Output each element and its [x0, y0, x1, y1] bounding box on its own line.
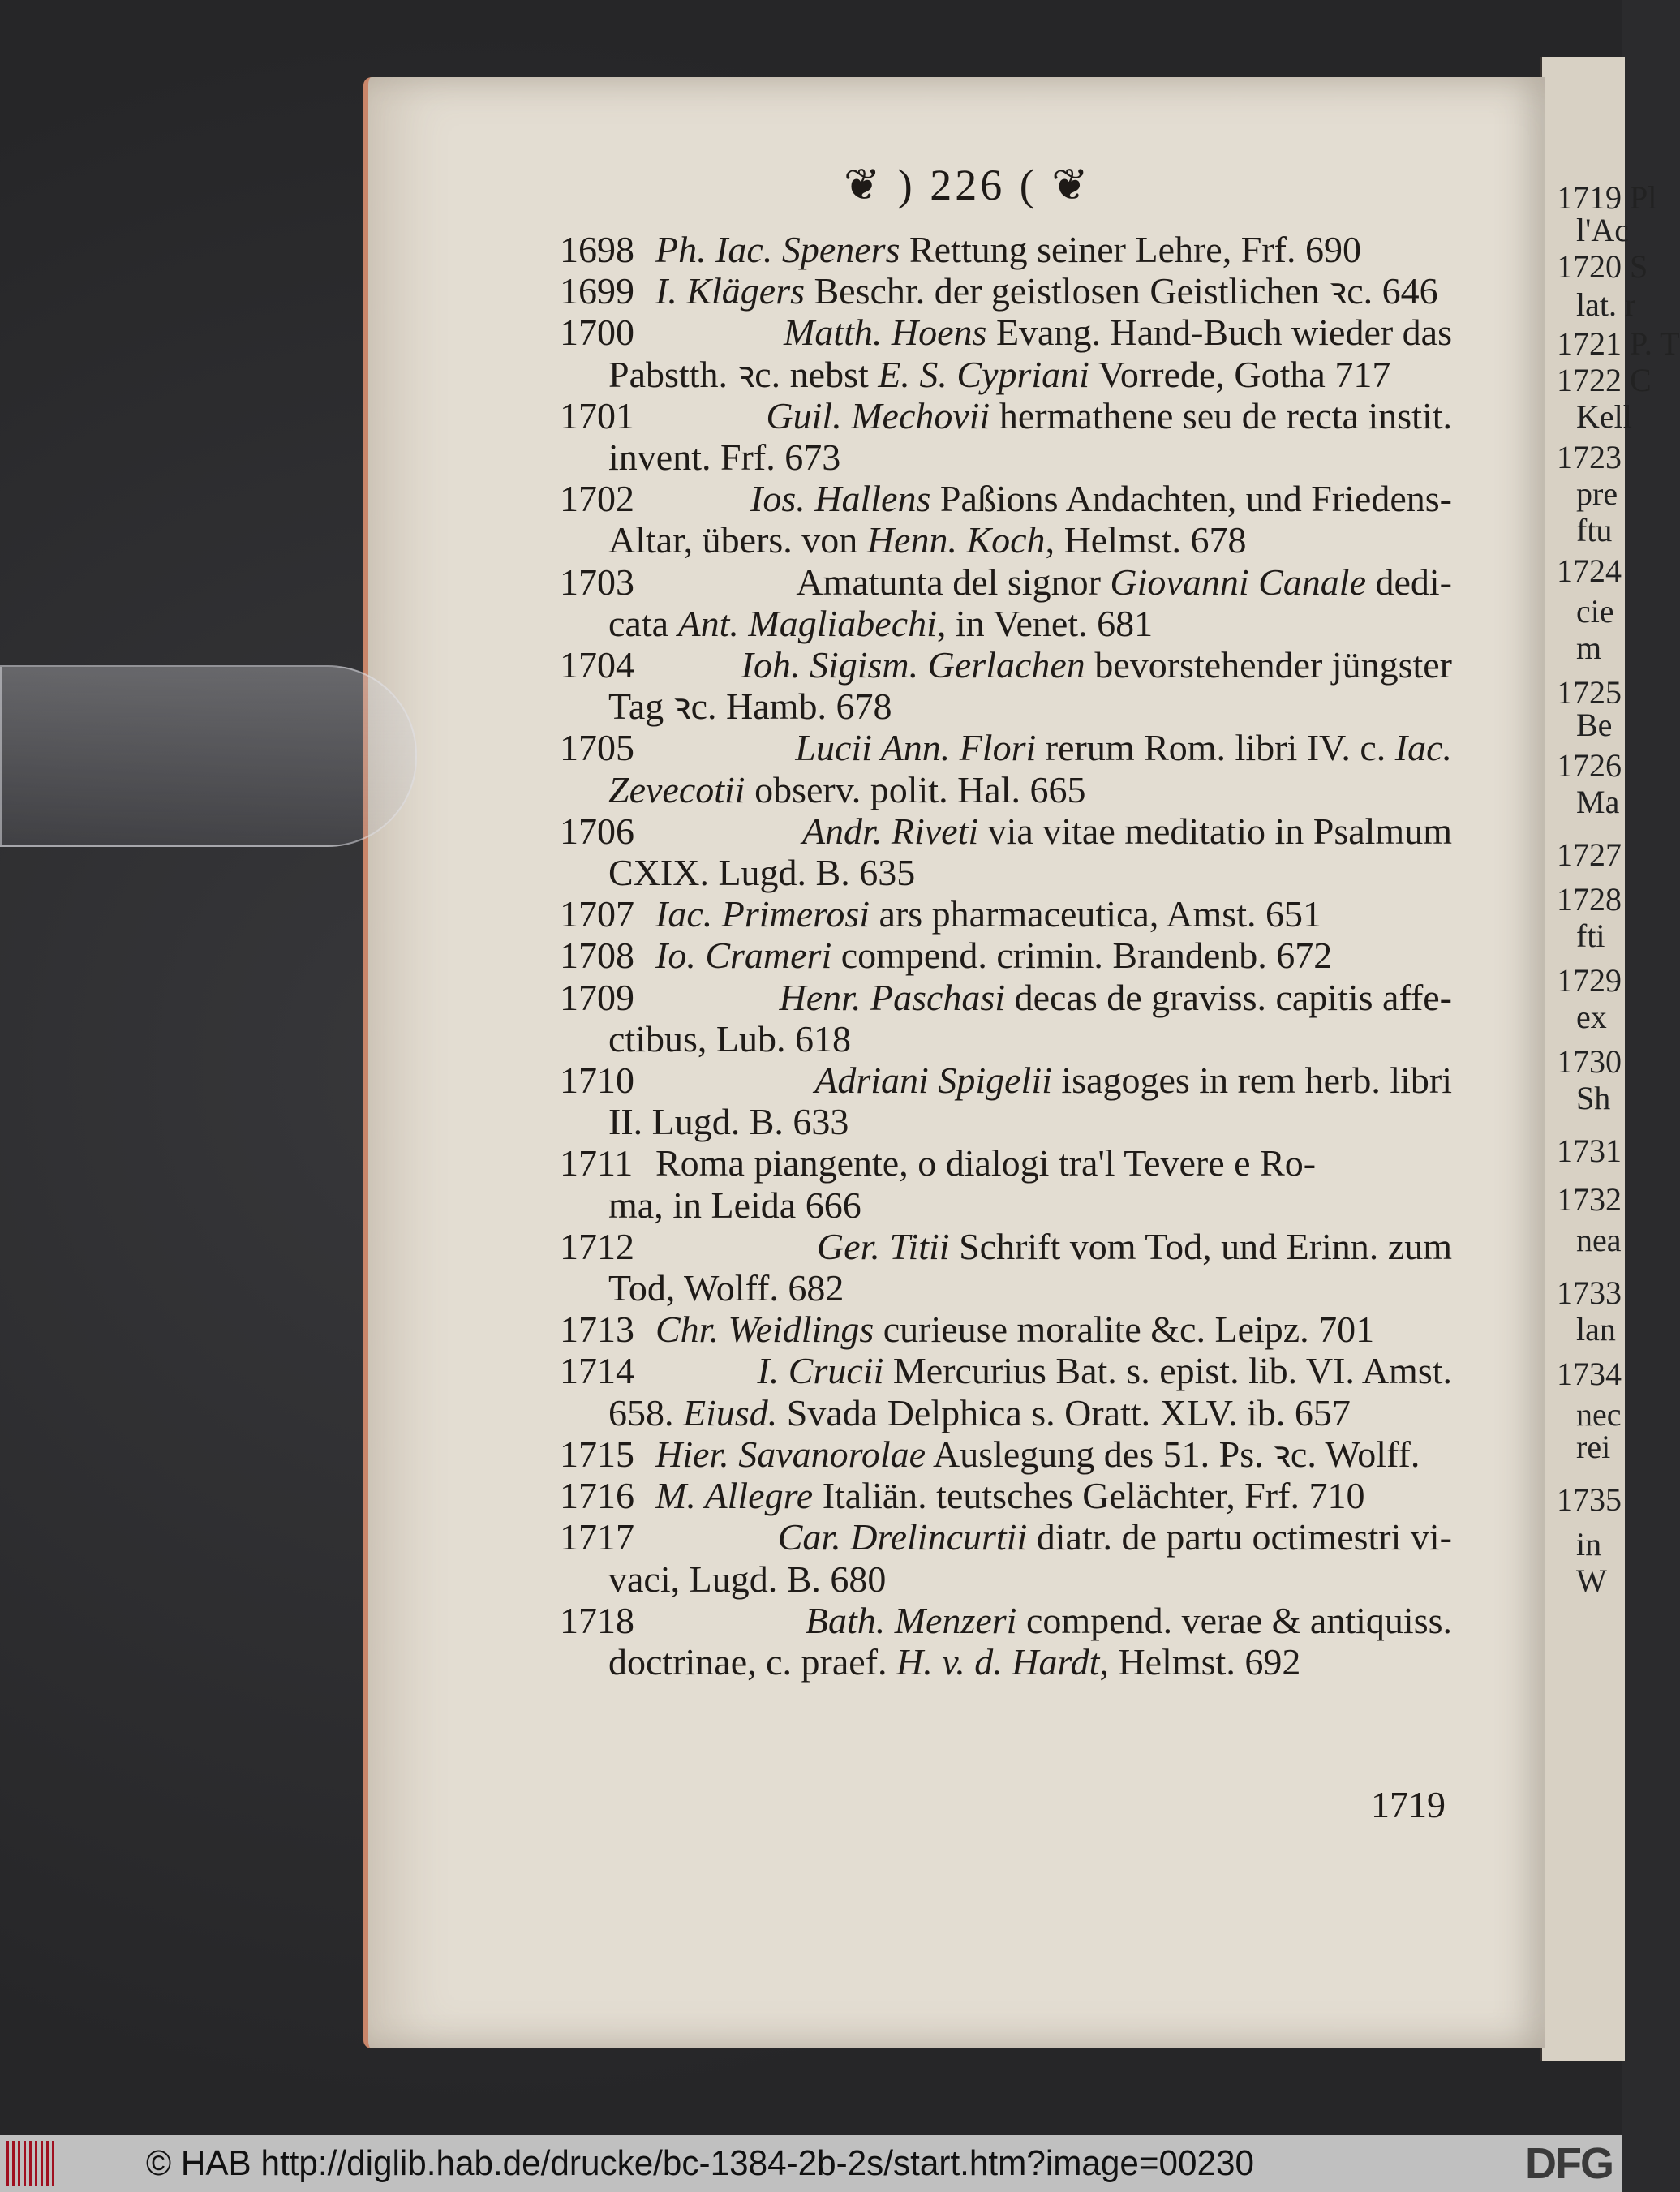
entry-line: [560, 977, 1452, 1018]
entry-year: 1702: [560, 478, 634, 520]
footer-bar: [0, 2135, 1622, 2192]
entry-line: [560, 436, 1452, 478]
entry-text: [608, 852, 915, 893]
facing-page-fragment: cie: [1576, 593, 1614, 630]
entry-year: 1706: [560, 810, 634, 852]
facing-page-fragment: lan: [1576, 1311, 1616, 1347]
entry-year: 1705: [560, 727, 634, 769]
entry-line: [560, 1101, 1452, 1142]
entry-line: [560, 1142, 1452, 1184]
entry-author: Giovanni Canale: [1110, 561, 1366, 603]
entry-title: , Helmst. 692: [1099, 1640, 1301, 1683]
facing-page-fragment: lat. r: [1576, 286, 1636, 323]
entry-line: [560, 1059, 1452, 1101]
entry-author: M. Allegre: [655, 1475, 814, 1517]
entry-year: 1701: [560, 394, 634, 436]
entry-title: cata: [608, 602, 678, 644]
entry-line: [560, 519, 1452, 561]
facing-page-fragment: 1732: [1557, 1181, 1622, 1218]
entry-text: [608, 354, 1390, 395]
page-number: ) 226 (: [897, 161, 1038, 209]
entry-line: [560, 1018, 1452, 1059]
entry-line: [560, 852, 1452, 893]
facing-page-fragment: 1722 C: [1557, 362, 1652, 398]
facing-page-fragment: Kell: [1576, 398, 1632, 435]
catalog-entry: [560, 229, 1452, 270]
facing-page-fragment: 1720 S: [1557, 248, 1648, 285]
entry-title: Svada Delphica s. Oratt. XLV. ib. 657: [777, 1391, 1351, 1433]
entry-year: 1711: [560, 1142, 634, 1184]
catalog-entry: [560, 561, 1452, 644]
entry-line: [560, 1184, 1452, 1226]
entry-title: compend. verae & antiquiss.: [1016, 1599, 1452, 1641]
entry-author: E. S. Cypriani: [878, 353, 1089, 395]
entry-title: doctrinae, c. praef.: [608, 1640, 897, 1683]
entry-text: [655, 1475, 1364, 1516]
entry-author: Ioh. Sigism. Gerlachen: [741, 644, 1085, 686]
entry-line: [560, 935, 1452, 976]
entry-title: compend. crimin. Brandenb. 672: [831, 935, 1333, 977]
facing-page-fragment: ex: [1576, 999, 1607, 1035]
entry-author: I. Klägers: [655, 270, 805, 312]
ornament-right-icon: ❦: [1051, 161, 1092, 209]
entry-text: [741, 644, 1452, 686]
catalog-entry: [560, 810, 1452, 893]
entry-year: 1703: [560, 561, 634, 603]
entry-title: Altar, übers. von: [608, 519, 867, 561]
entry-line: [560, 1392, 1452, 1433]
page-holder-tool: [0, 665, 417, 847]
catalog-entry: [560, 727, 1452, 810]
entry-line: [560, 1226, 1452, 1267]
entry-title: via vitae meditatio in Psalmum: [978, 810, 1452, 852]
entry-text: [608, 1392, 1351, 1433]
entry-title: ma, in Leida 666: [608, 1184, 861, 1226]
facing-page-fragment: 1725: [1557, 674, 1622, 711]
facing-page-fragment: Be: [1576, 707, 1613, 743]
entry-line: [560, 354, 1452, 395]
entry-year: 1717: [560, 1516, 634, 1558]
facing-page-fragment: 1730: [1557, 1043, 1622, 1080]
entry-title: , in Venet. 681: [936, 602, 1154, 644]
dfg-logo: DFG: [1525, 2139, 1613, 2188]
entry-text: [608, 686, 892, 727]
catalog-entry: [560, 1600, 1452, 1683]
entry-line: [560, 1433, 1452, 1475]
entry-author: Henr. Paschasi: [779, 976, 1006, 1018]
entry-text: [766, 395, 1452, 436]
entry-text: [608, 519, 1246, 561]
entry-text: [817, 1226, 1452, 1267]
entry-text: [608, 603, 1153, 644]
facing-page-fragment: 1726: [1557, 747, 1622, 784]
entry-author: Ph. Iac. Speners: [655, 229, 900, 270]
entry-title: curieuse moralite &c. Leipz. 701: [874, 1309, 1375, 1351]
entry-text: [780, 977, 1452, 1018]
facing-page-fragment: nec: [1576, 1396, 1622, 1433]
entry-year: 1699: [560, 270, 634, 312]
entry-year: 1716: [560, 1475, 634, 1517]
entry-text: [655, 270, 1438, 312]
entry-line: [560, 229, 1452, 270]
entry-author: Hier. Savanorolae: [655, 1433, 926, 1475]
entry-text: [608, 1558, 886, 1600]
facing-page-fragment: Ma: [1576, 784, 1620, 820]
entry-author: I. Crucii: [757, 1350, 884, 1392]
facing-page-fragment: 1728: [1557, 881, 1622, 918]
entry-text: [750, 478, 1452, 519]
entry-text: [795, 727, 1452, 768]
entry-author: Chr. Weidlings: [655, 1309, 874, 1351]
entry-author: Ios. Hallens: [750, 478, 931, 520]
entry-title: hermathene seu de recta instit.: [990, 394, 1452, 436]
entry-text: [796, 561, 1452, 603]
entry-year: 1713: [560, 1309, 634, 1351]
entry-year: 1704: [560, 644, 634, 686]
ornament-left-icon: ❦: [844, 161, 884, 209]
catalog-entry: [560, 1516, 1452, 1599]
entry-title: Italiän. teutsches Gelächter, Frf. 710: [813, 1475, 1365, 1517]
entry-text: [814, 1059, 1452, 1101]
catalog-entry: [560, 644, 1452, 727]
entry-line: [560, 478, 1452, 519]
entry-line: [560, 1516, 1452, 1558]
facing-page-fragment: W: [1576, 1562, 1607, 1599]
entry-text: [608, 1641, 1300, 1683]
entry-author: Car. Drelincurtii: [777, 1516, 1028, 1558]
entry-year: 1700: [560, 312, 634, 354]
entry-line: [560, 810, 1452, 852]
entry-title: invent. Frf. 673: [608, 436, 841, 479]
entry-year: 1709: [560, 976, 634, 1018]
facing-page-fragment: 1719 Pl: [1557, 179, 1657, 216]
entry-author: Andr. Riveti: [801, 810, 979, 852]
catalog-entries: [560, 229, 1452, 1683]
entry-author: Bath. Menzeri: [805, 1599, 1017, 1641]
facing-page-fragment: 1735: [1557, 1481, 1622, 1518]
entry-title: Rettung seiner Lehre, Frf. 690: [900, 229, 1361, 270]
entry-line: [560, 1309, 1452, 1350]
facing-page-fragment: Sh: [1576, 1080, 1611, 1116]
facing-page-fragment: 1724: [1557, 552, 1622, 589]
entry-title: Amatunta del signor: [796, 561, 1111, 603]
entry-text: [655, 1433, 1420, 1475]
entry-line: [560, 686, 1452, 727]
entry-title: ctibus, Lub. 618: [608, 1017, 851, 1059]
entry-text: [784, 312, 1452, 353]
entry-title: Roma piangente, o dialogi tra'l Tevere e Ro-: [655, 1142, 1317, 1184]
entry-text: [802, 810, 1452, 852]
entry-text: [778, 1516, 1452, 1558]
entry-text: [655, 1309, 1374, 1350]
entry-line: [560, 1600, 1452, 1641]
entry-author: Iac. Primerosi: [655, 893, 870, 935]
entry-year: 1698: [560, 229, 634, 270]
entry-author: Ger. Titii: [816, 1225, 950, 1267]
entry-title: diatr. de partu octimestri vi-: [1027, 1516, 1452, 1558]
catchword: 1719: [1371, 1784, 1446, 1825]
entry-line: [560, 561, 1452, 603]
entry-text: [655, 229, 1361, 270]
entry-text: [655, 893, 1321, 935]
catalog-entry: [560, 935, 1452, 976]
entry-text: [757, 1350, 1452, 1391]
entry-title: vaci, Lugd. B. 680: [608, 1558, 887, 1600]
entry-text: [608, 1018, 851, 1059]
facing-page-fragment: 1734: [1557, 1356, 1622, 1392]
entry-line: [560, 1350, 1452, 1391]
entry-text: [655, 1142, 1316, 1184]
entry-title: Pabstth. ꝛc. nebst: [608, 353, 879, 395]
entry-title: 658.: [608, 1391, 683, 1433]
entry-title: II. Lugd. B. 633: [608, 1101, 849, 1143]
entry-author: Zevecotii: [608, 768, 745, 810]
entry-author: Lucii Ann. Flori: [795, 727, 1037, 769]
entry-text: [608, 1184, 861, 1226]
entry-line: [560, 603, 1452, 644]
entry-text: [608, 436, 840, 478]
entry-line: [560, 769, 1452, 810]
facing-page-fragment: nea: [1576, 1222, 1622, 1258]
entry-author: Matth. Hoens: [784, 312, 987, 354]
entry-author: Ant. Magliabechi: [677, 602, 937, 644]
entry-year: 1708: [560, 935, 634, 977]
catalog-entry: [560, 1475, 1452, 1516]
entry-line: [560, 1267, 1452, 1309]
entry-author: Adriani Spigelii: [814, 1059, 1052, 1102]
catalog-entry: [560, 893, 1452, 935]
catalog-entry: [560, 1309, 1452, 1350]
entry-year: 1710: [560, 1059, 634, 1102]
catalog-entry: [560, 312, 1452, 394]
entry-author: Guil. Mechovii: [766, 394, 990, 436]
entry-line: [560, 1558, 1452, 1600]
facing-page-fragment: ftu: [1576, 512, 1613, 548]
facing-page-fragment: 1721 P. T: [1557, 325, 1680, 362]
entry-text: [608, 1267, 844, 1309]
catalog-entry: [560, 395, 1452, 478]
entry-line: [560, 644, 1452, 686]
entry-line: [560, 395, 1452, 436]
catalog-entry: [560, 478, 1452, 561]
catalog-entry: [560, 270, 1452, 312]
entry-author: Iac.: [1394, 727, 1452, 769]
entry-title: bevorstehender jüngster: [1085, 644, 1452, 686]
facing-page-fragment: in: [1576, 1526, 1602, 1562]
entry-title: Evang. Hand-Buch wieder das: [986, 312, 1452, 354]
facing-page-fragment: pre: [1576, 475, 1618, 512]
entry-year: 1715: [560, 1433, 634, 1475]
entry-text: [655, 935, 1332, 976]
entry-title: Tod, Wolff. 682: [608, 1267, 844, 1309]
facing-page-fragment: m: [1576, 630, 1602, 666]
entry-title: isagoges in rem herb. libri: [1051, 1059, 1452, 1102]
catalog-entry: [560, 977, 1452, 1059]
entry-title: Tag ꝛc. Hamb. 678: [608, 686, 892, 728]
entry-title: Auslegung des 51. Ps. ꝛc. Wolff.: [926, 1433, 1420, 1475]
entry-author: Eiusd.: [683, 1391, 778, 1433]
entry-title: Vorrede, Gotha 717: [1089, 353, 1391, 395]
entry-line: [560, 893, 1452, 935]
entry-title: ars pharmaceutica, Amst. 651: [870, 893, 1321, 935]
entry-author: Io. Crameri: [655, 935, 832, 977]
entry-line: [560, 312, 1452, 353]
facing-page: [1540, 57, 1680, 2061]
facing-page-fragment: 1731: [1557, 1133, 1622, 1169]
entry-author: Henn. Koch: [866, 519, 1046, 561]
catalog-entry: [560, 1142, 1452, 1225]
entry-year: 1707: [560, 893, 634, 935]
entry-line: [560, 270, 1452, 312]
facing-page-fragment: 1729: [1557, 962, 1622, 999]
entry-text: [806, 1600, 1452, 1641]
facing-page-fragment: 1723: [1557, 439, 1622, 475]
entry-title: Schrift vom Tod, und Erinn. zum: [949, 1225, 1452, 1267]
facing-page-fragment: rei: [1576, 1429, 1611, 1465]
catalog-entry: [560, 1350, 1452, 1433]
entry-line: [560, 1641, 1452, 1683]
entry-title: , Helmst. 678: [1045, 519, 1247, 561]
entry-year: 1718: [560, 1599, 634, 1641]
entry-title: rerum Rom. libri IV. c.: [1036, 727, 1395, 769]
page-header: [844, 159, 1091, 210]
entry-title: decas de graviss. capitis affe-: [1005, 976, 1452, 1018]
entry-line: [560, 1475, 1452, 1516]
catalog-entry: [560, 1433, 1452, 1475]
hab-logo-icon: [6, 2141, 55, 2186]
entry-title: observ. polit. Hal. 665: [745, 768, 1086, 810]
facing-page-fragment: 1733: [1557, 1274, 1622, 1311]
footer-citation: © HAB http://diglib.hab.de/drucke/bc-1384-2b-2s/start.htm?image=00230: [146, 2143, 1255, 2183]
entry-text: [608, 769, 1086, 810]
entry-title: Paßions Andachten, und Friedens-: [930, 478, 1452, 520]
entry-title: Beschr. der geistlosen Geistlichen ꝛc. 646: [805, 270, 1438, 312]
facing-page-fragment: 1727: [1557, 836, 1622, 873]
entry-year: 1714: [560, 1350, 634, 1392]
facing-page-fragment: fti: [1576, 918, 1605, 954]
facing-page-fragment: l'Ac: [1576, 212, 1629, 248]
entry-year: 1712: [560, 1225, 634, 1267]
entry-author: H. v. d. Hardt: [896, 1640, 1100, 1683]
entry-line: [560, 727, 1452, 768]
entry-title: dedi-: [1365, 561, 1452, 603]
entry-text: [608, 1101, 849, 1142]
catalog-entry: [560, 1226, 1452, 1309]
catalog-entry: [560, 1059, 1452, 1142]
entry-title: Mercurius Bat. s. epist. lib. VI. Amst.: [883, 1350, 1452, 1392]
entry-title: CXIX. Lugd. B. 635: [608, 852, 916, 894]
